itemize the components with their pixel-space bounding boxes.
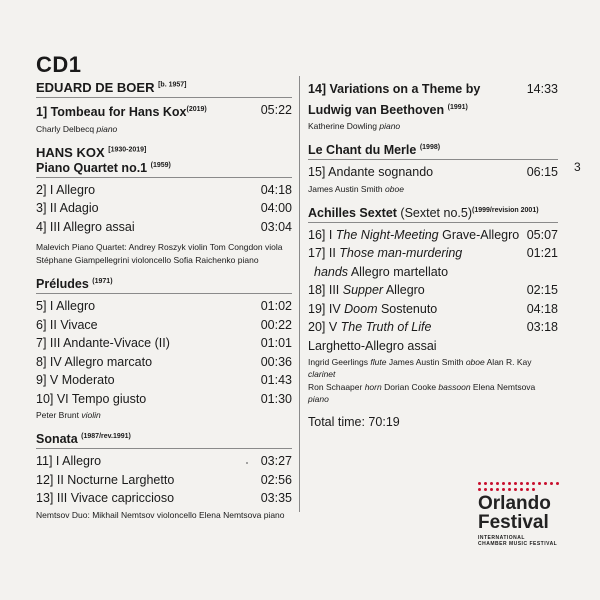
logo-dot (556, 482, 559, 485)
left-column (36, 80, 292, 521)
track-row (36, 353, 292, 372)
logo-dot (496, 488, 499, 491)
logo-dot (514, 488, 517, 491)
logo-dot (502, 488, 505, 491)
page-number: 3 (574, 160, 581, 174)
performer-credit: James Austin Smith oboe (308, 183, 404, 194)
rule (36, 97, 292, 98)
sonata-track-list (36, 452, 292, 508)
track-title: 20] V The Truth of Life (308, 320, 432, 335)
track-title-cont: hands Allegro martellato (314, 264, 449, 279)
track-title: 9] V Moderato (36, 373, 115, 388)
track-duration: 01:01 (260, 336, 292, 351)
track-row (308, 80, 558, 99)
work-title-quartet: Piano Quartet no.1 $^{(1959)}$ (36, 160, 171, 175)
right-column (308, 80, 558, 429)
track-duration: 05:22 (260, 103, 292, 117)
column-divider (299, 76, 300, 512)
performer-credit: Ingrid Geerlings flute James Austin Smith oboe Alan R. Kay clarinet (308, 357, 532, 380)
track-title: 4] III Allegro assai (36, 219, 135, 234)
track-row (308, 163, 558, 182)
logo-dot (502, 482, 505, 485)
track-row (36, 471, 292, 490)
track-duration: 00:22 (260, 317, 292, 332)
logo-dot (508, 482, 511, 485)
track-title: 5] I Allegro (36, 299, 96, 314)
composer-years: [b. 1957] (158, 81, 187, 89)
logo-dot (544, 482, 547, 485)
track-duration: 01:43 (260, 373, 292, 388)
logo-dot (514, 482, 517, 485)
track-row (36, 199, 292, 218)
track-duration: 05:07 (526, 227, 558, 242)
logo-dot (490, 482, 493, 485)
track-duration: 04:00 (260, 201, 292, 216)
track-row (36, 371, 292, 390)
logo-dot (490, 488, 493, 491)
rule (308, 222, 558, 223)
rule (36, 293, 292, 294)
logo-dots (478, 482, 560, 491)
performer-credit: Peter Brunt violin (36, 410, 101, 421)
orlando-festival-logo (478, 482, 562, 547)
performer-credit: Ron Schaaper horn Dorian Cooke bassoon Elena Nemtsova piano (308, 382, 536, 405)
performer-credit: Charly Delbecq piano (36, 123, 118, 134)
logo-dot (526, 488, 529, 491)
track-duration: 01:30 (260, 391, 292, 406)
track-row (308, 337, 558, 356)
track-duration: 04:18 (260, 182, 292, 197)
track-duration: 03:04 (260, 219, 292, 234)
track-row (308, 244, 558, 263)
logo-subtitle-1: INTERNATIONAL (478, 535, 525, 541)
work-title-preludes: Préludes $^{(1971)}$ (36, 277, 113, 292)
logo-dot (520, 482, 523, 485)
track-duration: 03:35 (260, 491, 292, 506)
track-title-cont: Ludwig van Beethoven $^{(1991)}$ (308, 102, 468, 117)
track-row (308, 300, 558, 319)
track-duration: 01:02 (260, 299, 292, 314)
track-row (36, 316, 292, 335)
track-row (36, 181, 292, 200)
logo-name-1: Orlando (478, 493, 551, 514)
logo-dot (508, 488, 511, 491)
track-duration: 00:36 (260, 354, 292, 369)
track-row (36, 101, 292, 122)
track-duration: 02:56 (260, 472, 292, 487)
track-row (308, 318, 558, 337)
track-row (36, 452, 292, 471)
track-row (308, 263, 558, 282)
track-title: 8] IV Allegro marcato (36, 354, 153, 369)
performer-credit: Malevich Piano Quartet: Andrey Roszyk violin Tom Congdon viola (36, 242, 283, 253)
performer-credit: Stéphane Giampellegrini violoncello Sofia Raichenko piano (36, 255, 259, 266)
track-title: 18] III Supper Allegro (308, 283, 425, 298)
composer-name: EDUARD DE BOER (36, 80, 155, 95)
track-title: 6] II Vivace (36, 317, 98, 332)
track-row (308, 99, 558, 120)
rule (308, 159, 558, 160)
cd-title: CD1 (36, 52, 82, 77)
work-title-sonata: Sonata $^{(1987/rev.1991)}$ (36, 432, 131, 447)
track-row (308, 226, 558, 245)
composer-name: HANS KOX (36, 144, 105, 160)
preludes-track-list (36, 297, 292, 408)
track-title: 17] II Those man-murdering (308, 246, 463, 261)
total-time: Total time: 70:19 (308, 415, 400, 430)
track-duration: 06:15 (526, 165, 558, 180)
logo-dot (520, 488, 523, 491)
sextet-track-list (308, 226, 558, 356)
composer-boer (36, 80, 292, 95)
track-row (36, 489, 292, 508)
composer-kox (36, 145, 292, 160)
track-row (36, 390, 292, 409)
composer-years: [1930-2019] (108, 146, 147, 154)
logo-dot (478, 482, 481, 485)
logo-dot (484, 482, 487, 485)
work-title-merle: Le Chant du Merle $^{(1998)}$ (308, 143, 441, 158)
track-row (36, 334, 292, 353)
track-duration: 02:15 (526, 283, 558, 298)
logo-subtitle-2: CHAMBER MUSIC FESTIVAL (478, 541, 558, 547)
logo-dot (550, 482, 553, 485)
logo-dot (484, 488, 487, 491)
logo-dot (532, 488, 535, 491)
track-duration: 03:27 (260, 454, 292, 469)
work-title-sextet: Achilles Sextet (Sextet no.5)$^{(1999/revision 2001)}$ (308, 205, 539, 220)
rule (36, 448, 292, 449)
track-row (36, 218, 292, 237)
track-title-cont: Larghetto-Allegro assai (308, 338, 437, 353)
logo-dot (478, 488, 481, 491)
track-duration: 01:21 (526, 246, 558, 261)
performer-credit: Katherine Dowling piano (308, 121, 401, 132)
track-title: 13] III Vivace capriccioso (36, 491, 175, 506)
track-title: 19] IV Doom Sostenuto (308, 301, 438, 316)
track-duration: 03:18 (526, 320, 558, 335)
track-row (308, 281, 558, 300)
rule (36, 177, 292, 178)
logo-dot (496, 482, 499, 485)
track-row (36, 297, 292, 316)
track-title: 12] II Nocturne Larghetto (36, 472, 175, 487)
track-duration: 14:33 (526, 82, 558, 96)
logo-name-2: Festival (478, 512, 549, 533)
track-title: 7] III Andante-Vivace (II) (36, 336, 170, 351)
track-duration: 04:18 (526, 301, 558, 316)
logo-dot (526, 482, 529, 485)
track-title: 15] Andante sognando (308, 165, 434, 180)
logo-dot (538, 482, 541, 485)
track-title: 2] I Allegro (36, 182, 96, 197)
track-title: 14] Variations on a Theme by (308, 82, 481, 96)
track-title: 10] VI Tempo giusto (36, 391, 147, 406)
quartet-track-list (36, 181, 292, 237)
track-title: 1] Tombeau for Hans Kox$^{(2019)}$ (36, 105, 207, 120)
track-title: 16] I The Night-Meeting Grave-Allegro (308, 227, 520, 242)
track-title: 11] I Allegro (36, 454, 102, 469)
track-title: 3] II Adagio (36, 201, 99, 216)
logo-dot (532, 482, 535, 485)
performer-credit: Nemtsov Duo: Mikhail Nemtsov violoncello Elena Nemtsova piano (36, 509, 285, 520)
